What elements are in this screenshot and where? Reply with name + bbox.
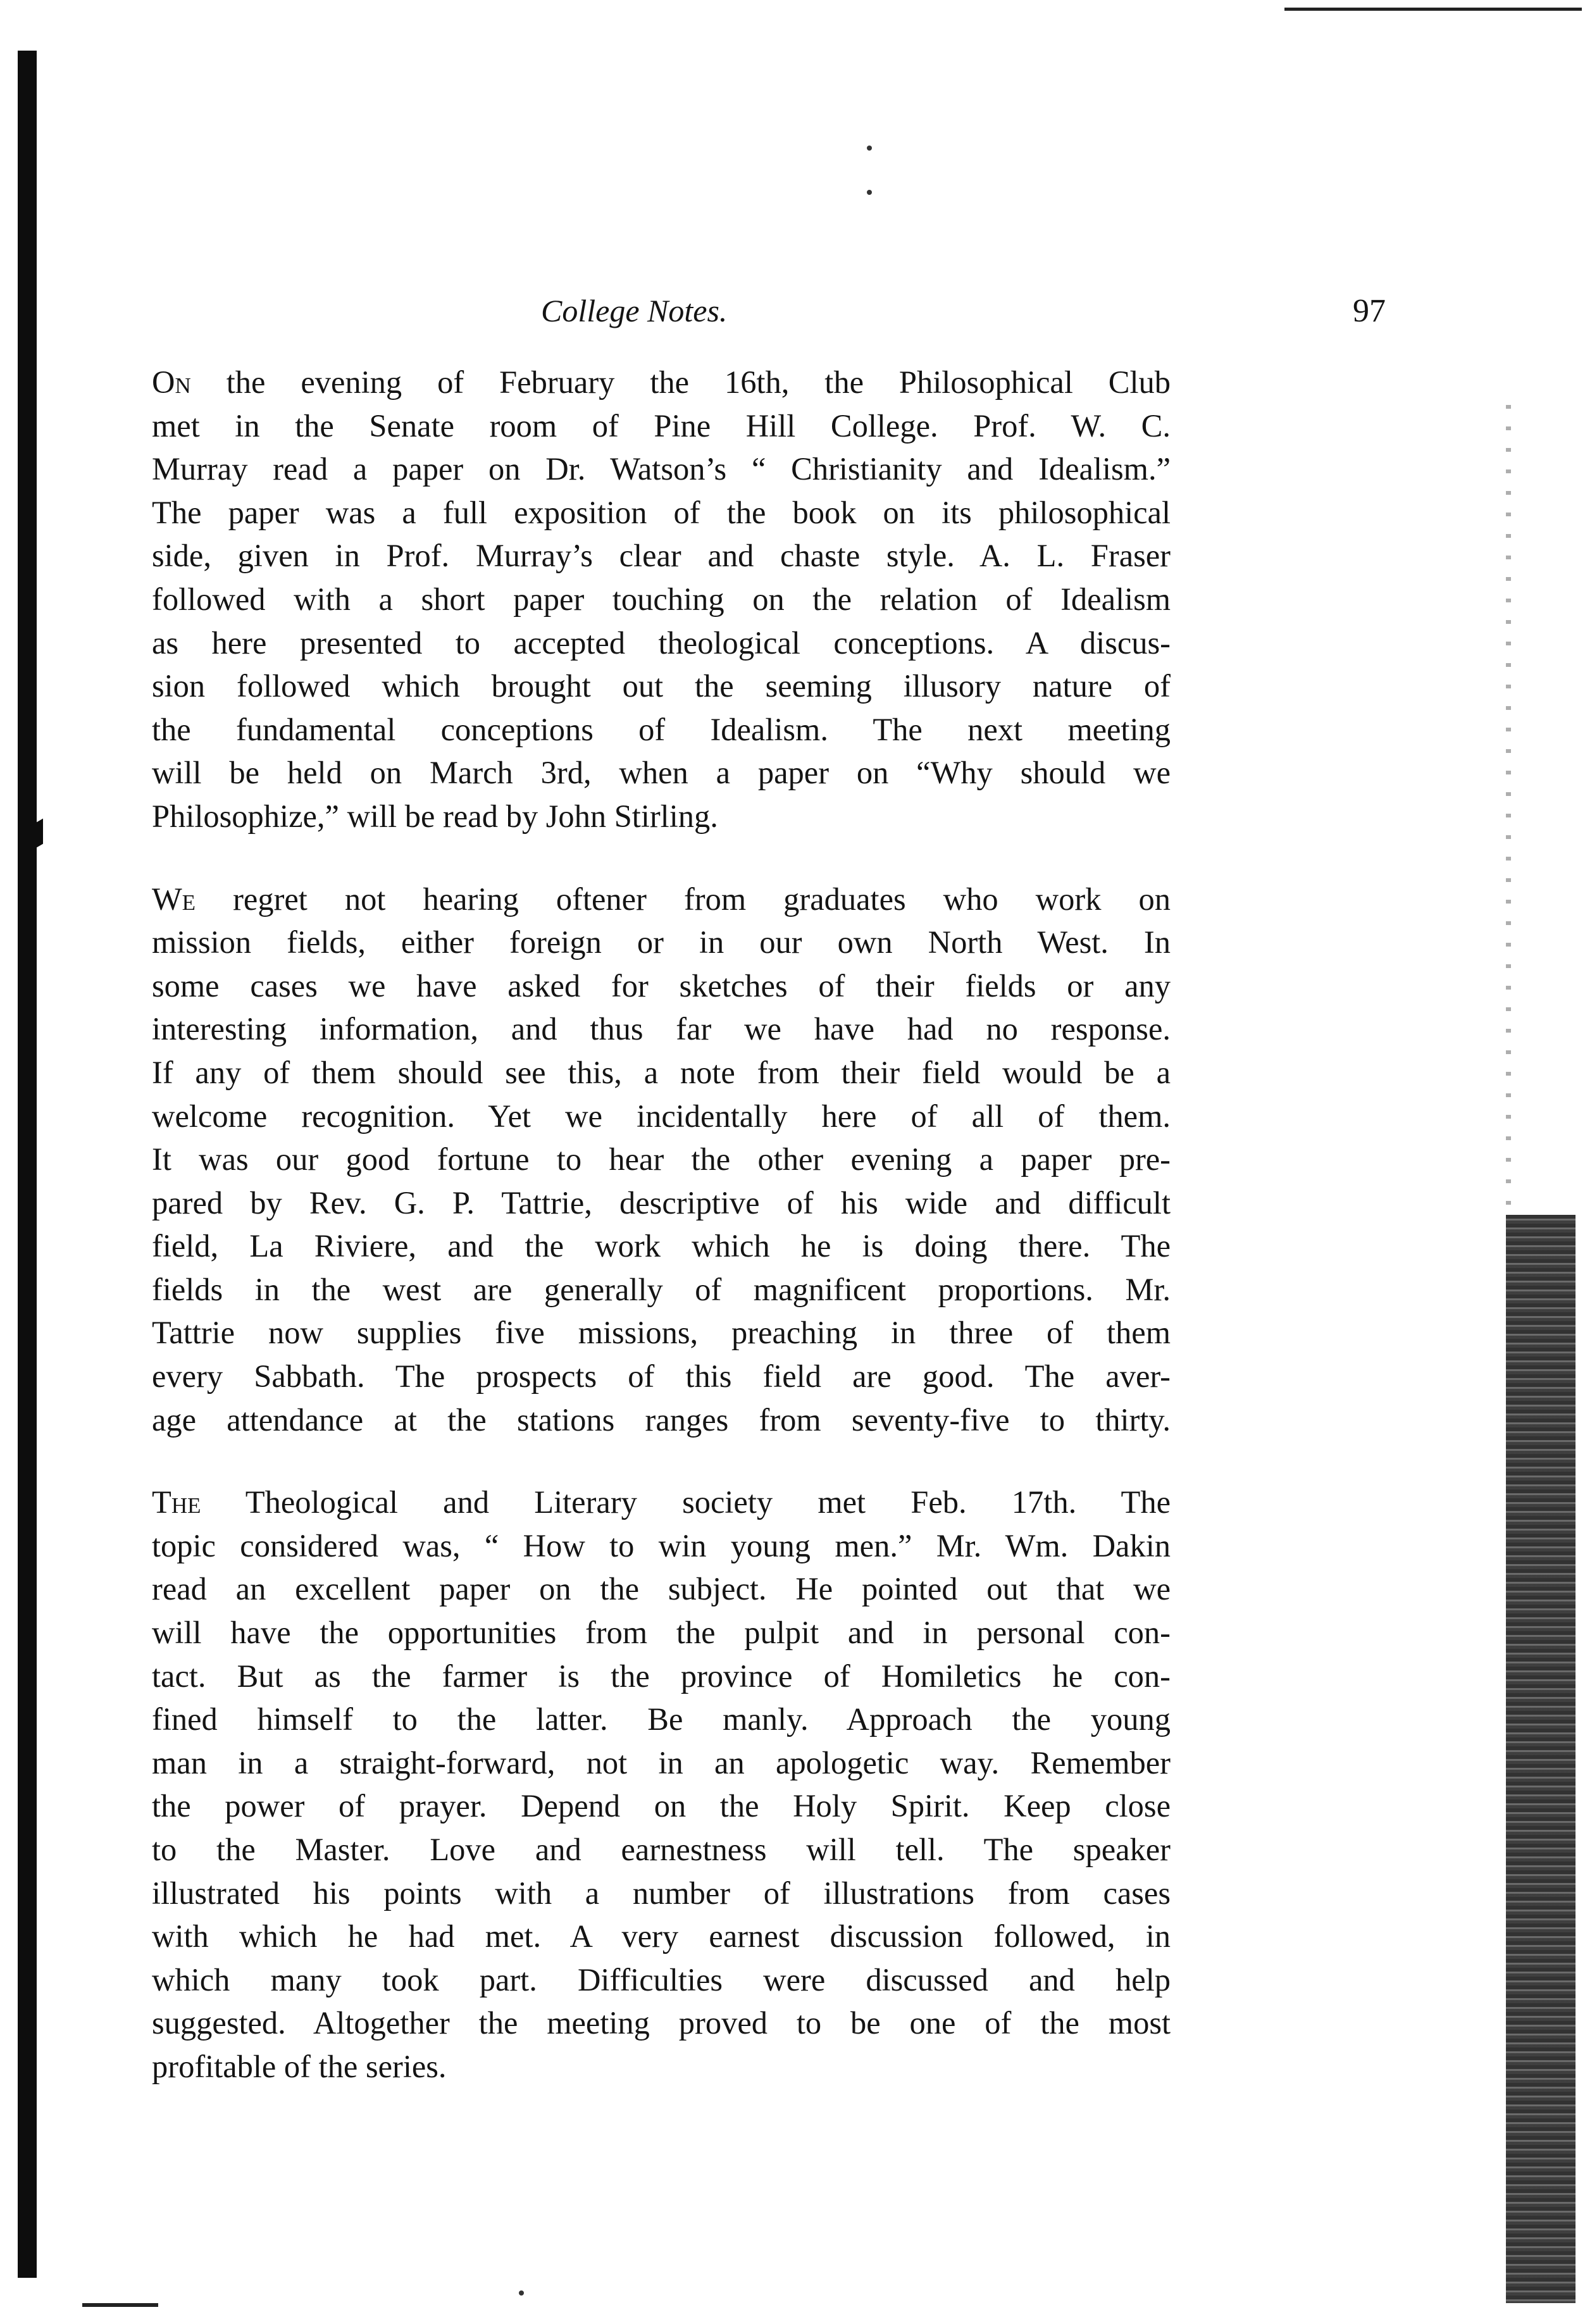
line-text: regret not hearing oftener from graduates who work on: [233, 881, 1171, 917]
text-line: [152, 1481, 1171, 1524]
text-line: will have the opportunities from the pulpit and in personal con-: [152, 1615, 1171, 1651]
lead-word: On: [152, 364, 191, 400]
text-line: suggested. Altogether the meeting proved to be one of the most: [152, 2005, 1171, 2041]
right-edge-shadow: [1506, 1215, 1576, 2303]
paragraph-theological-society: [152, 1481, 1171, 2088]
text-line: every Sabbath. The prospects of this field are good. The aver-: [152, 1358, 1171, 1395]
text-line: which many took part. Difficulties were discussed and help: [152, 1961, 1171, 1998]
text-line: mission fields, either foreign or in our own North West. In: [152, 924, 1171, 960]
speck: [519, 2290, 524, 2296]
bottom-edge-rule: [82, 2303, 158, 2307]
line-text: Theological and Literary society met Feb. 17th. The: [245, 1484, 1171, 1520]
paragraph-mission-fields: [152, 878, 1171, 1442]
lead-word: We: [152, 881, 196, 917]
text-line: sion followed which brought out the seeming illusory nature of: [152, 668, 1171, 704]
text-line: welcome recognition. Yet we incidentally here of all of them.: [152, 1098, 1171, 1134]
text-line: Murray read a paper on Dr. Watson’s “ Christianity and Idealism.”: [152, 451, 1171, 487]
text-line: side, given in Prof. Murray’s clear and chaste style. A. L. Fraser: [152, 538, 1171, 574]
text-column: [152, 361, 1171, 2128]
text-line: with which he had met. A very earnest discussion followed, in: [152, 1918, 1171, 1954]
text-line: The paper was a full exposition of the book on its philosophical: [152, 494, 1171, 530]
text-line: fields in the west are generally of magnificent proportions. Mr.: [152, 1271, 1171, 1307]
running-head: College Notes.: [541, 293, 728, 328]
text-line: field, La Riviere, and the work which he is doing there. The: [152, 1228, 1171, 1264]
text-line: followed with a short paper touching on the relation of Idealism: [152, 581, 1171, 617]
paragraph-philosophical-club: [152, 361, 1171, 838]
speck: [867, 190, 872, 195]
text-line: as here presented to accepted theological conceptions. A discus-: [152, 624, 1171, 661]
text-line: the power of prayer. Depend on the Holy Spirit. Keep close: [152, 1788, 1171, 1824]
text-line: the fundamental conceptions of Idealism. The next meeting: [152, 711, 1171, 747]
text-line: to the Master. Love and earnestness will tell. The speaker: [152, 1832, 1171, 1867]
lead-word: The: [152, 1484, 201, 1520]
text-line: interesting information, and thus far we have had no response.: [152, 1011, 1171, 1047]
line-text: the evening of February the 16th, the Philosophical Club: [226, 364, 1171, 400]
text-line: met in the Senate room of Pine Hill College. Prof. W. C.: [152, 407, 1171, 444]
text-line: profitable of the series.: [152, 2048, 447, 2084]
text-line: It was our good fortune to hear the other evening a paper pre-: [152, 1141, 1171, 1178]
text-line: illustrated his points with a number of illustrations from cases: [152, 1875, 1171, 1911]
text-line: Tattrie now supplies five missions, preaching in three of them: [152, 1315, 1171, 1351]
text-line: will be held on March 3rd, when a paper on “Why should we: [152, 755, 1171, 791]
text-line: [152, 878, 1171, 921]
text-line: [152, 361, 1171, 404]
page-number: 97: [1353, 293, 1386, 329]
text-line: read an excellent paper on the subject. He pointed out that we: [152, 1571, 1171, 1607]
text-line: some cases we have asked for sketches of their fields or any: [152, 967, 1171, 1004]
text-line: topic considered was, “ How to win young men.” Mr. Wm. Dakin: [152, 1527, 1171, 1563]
text-line: fined himself to the latter. Be manly. Approach the young: [152, 1701, 1171, 1737]
right-edge-specks: [1506, 405, 1511, 1215]
speck: [867, 146, 872, 151]
text-line: man in a straight-forward, not in an apologetic way. Remember: [152, 1744, 1171, 1780]
top-edge-rule: [1284, 8, 1582, 11]
text-line: tact. But as the farmer is the province of Homiletics he con-: [152, 1658, 1171, 1694]
text-line: age attendance at the stations ranges from seventy-five to thirty.: [152, 1401, 1171, 1438]
text-line: If any of them should see this, a note from their field would be a: [152, 1054, 1171, 1090]
text-line: pared by Rev. G. P. Tattrie, descriptive of his wide and difficult: [152, 1184, 1171, 1221]
binding-shadow: [18, 51, 37, 2278]
text-line: Philosophize,” will be read by John Stirling.: [152, 798, 718, 834]
